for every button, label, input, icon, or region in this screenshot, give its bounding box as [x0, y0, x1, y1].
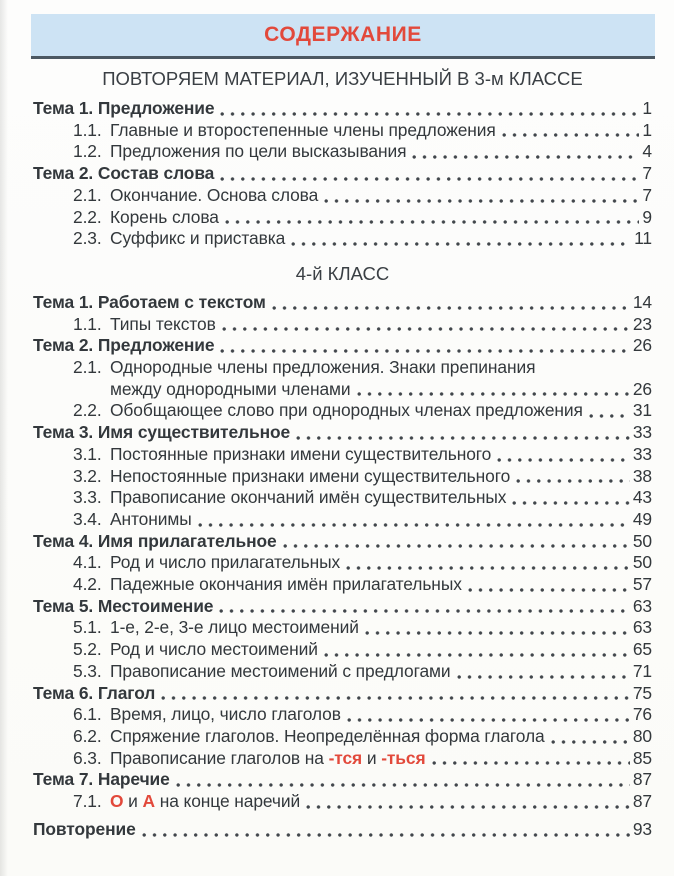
dot-leader	[497, 457, 630, 463]
toc-sub-entry	[33, 120, 652, 142]
dot-leader	[272, 305, 630, 311]
entry-page-number: 1	[642, 119, 652, 140]
toc-theme-entry	[33, 98, 652, 120]
toc-list	[33, 68, 652, 841]
entry-label: Падежные окончания имён прилагательных	[110, 574, 462, 595]
toc-theme-entry	[33, 163, 652, 185]
toc-sub-entry	[33, 509, 652, 531]
entry-number: 4.1.	[73, 552, 102, 573]
toc-sub-entry	[33, 228, 652, 250]
dot-leader	[347, 717, 630, 723]
entry-label: Правописание окончаний имён существительных	[110, 487, 507, 508]
entry-label: Тема 5. Местоимение	[33, 595, 214, 616]
entry-label: Суффикс и приставка	[110, 228, 286, 249]
dot-leader	[516, 478, 630, 484]
toc-sub-entry	[33, 487, 652, 509]
dot-leader	[220, 111, 639, 117]
toc-sub-entry	[33, 748, 652, 770]
entry-page-number: 49	[632, 508, 652, 529]
entry-label: 1-е, 2-е, 3-е лицо местоимений	[110, 617, 359, 638]
toc-sub-entry	[33, 185, 652, 207]
entry-label: Антонимы	[110, 508, 192, 529]
highlighted-text: А	[142, 791, 155, 812]
entry-number: 6.2.	[73, 725, 102, 746]
dot-leader	[296, 435, 630, 441]
dot-leader	[176, 782, 630, 788]
entry-number: 1.1.	[73, 119, 102, 140]
dot-leader	[512, 500, 629, 506]
entry-page-number: 85	[632, 747, 652, 768]
entry-label: Тема 7. Наречие	[33, 769, 170, 790]
dot-leader	[222, 326, 630, 332]
entry-label: Постоянные признаки имени существительного	[110, 443, 492, 464]
toc-section	[33, 68, 652, 250]
toc-sub-entry	[33, 574, 652, 596]
contents-header-band	[31, 14, 655, 59]
dot-leader	[198, 522, 630, 528]
entry-label: Тема 1. Работаем с текстом	[33, 291, 266, 312]
entry-number: 2.2.	[73, 206, 102, 227]
dot-leader	[432, 760, 630, 766]
page-title: СОДЕРЖАНИЕ	[264, 23, 422, 46]
entry-label: Непостоянные признаки имени существительного	[110, 465, 511, 486]
entry-page-number: 7	[642, 184, 652, 205]
entry-label: Окончание. Основа слова	[110, 184, 319, 205]
entry-number: 1.2.	[73, 141, 102, 162]
toc-sub-entry	[33, 400, 652, 422]
toc-theme-entry	[33, 422, 652, 444]
entry-page-number: 9	[642, 206, 652, 227]
entry-page-number: 80	[632, 725, 652, 746]
entry-page-number: 65	[632, 639, 652, 660]
entry-page-number: 38	[632, 465, 652, 486]
entry-page-number: 50	[632, 530, 652, 551]
dot-leader	[551, 739, 630, 745]
toc-sub-entry	[33, 357, 652, 379]
entry-label: Тема 1. Предложение	[33, 98, 215, 118]
toc-theme-entry	[33, 683, 652, 705]
dot-leader	[225, 219, 640, 225]
entry-page-number: 14	[632, 291, 652, 312]
entry-label: Тема 2. Состав слова	[33, 163, 215, 184]
dot-leader	[306, 804, 630, 810]
entry-number: 1.1.	[73, 313, 102, 334]
toc-theme-entry	[33, 531, 652, 553]
entry-label: Спряжение глаголов. Неопределённая форма глагола	[110, 725, 545, 746]
entry-label: Тема 6. Глагол	[33, 682, 156, 703]
toc-sub-entry	[33, 207, 652, 229]
entry-page-number: 50	[632, 552, 652, 573]
toc-sub-entry	[33, 639, 652, 661]
entry-label: Обобщающее слово при однородных членах предложения	[110, 400, 583, 421]
entry-page-number: 75	[632, 682, 652, 703]
entry-page-number: 7	[642, 163, 652, 184]
dot-leader	[357, 391, 630, 397]
toc-sub-entry	[33, 791, 652, 813]
entry-number: 2.2.	[73, 400, 102, 421]
entry-label: Тема 4. Имя прилагательное	[33, 530, 277, 551]
entry-page-number: 33	[632, 443, 652, 464]
dot-leader	[365, 630, 630, 636]
toc-theme-entry	[33, 292, 652, 314]
entry-label: Главные и второстепенные члены предложения	[110, 119, 496, 140]
entry-page-number: 71	[632, 660, 652, 681]
entry-number: 5.2.	[73, 639, 102, 660]
highlighted-text: О	[110, 791, 124, 812]
entry-number: 6.1.	[73, 704, 102, 725]
entry-page-number: 11	[634, 228, 652, 249]
entry-label: Время, лицо, число глаголов	[110, 704, 341, 725]
dot-leader	[468, 587, 630, 593]
entry-page-number: 43	[632, 487, 652, 508]
toc-sub-entry	[33, 141, 652, 163]
toc-sub-entry	[33, 661, 652, 683]
dot-leader	[324, 198, 639, 204]
toc-sub-entry	[33, 726, 652, 748]
entry-page-number: 87	[632, 769, 652, 790]
entry-label: Корень слова	[110, 206, 219, 227]
entry-label: Правописание глаголов на -тся и -ться	[110, 747, 426, 768]
dot-leader	[142, 832, 630, 838]
entry-label: О и А на конце наречий	[110, 791, 301, 812]
dot-leader	[457, 674, 630, 680]
entry-label: Правописание местоимений с предлогами	[110, 660, 451, 681]
toc-theme-entry	[33, 335, 652, 357]
entry-page-number: 26	[632, 378, 652, 399]
entry-label: Род и число местоимений	[110, 639, 318, 660]
toc-sub-entry	[33, 379, 652, 401]
entry-number: 3.4.	[73, 508, 102, 529]
dot-leader	[412, 154, 639, 160]
entry-number: 3.1.	[73, 443, 102, 464]
entry-label: Тема 2. Предложение	[33, 335, 215, 356]
entry-page-number: 87	[632, 791, 652, 812]
entry-page-number: 93	[632, 818, 652, 839]
entry-number: 3.2.	[73, 465, 102, 486]
toc-sub-entry	[33, 617, 652, 639]
toc-sub-entry	[33, 552, 652, 574]
entry-label: Однородные члены предложения. Знаки препинания	[110, 357, 536, 378]
dot-leader	[220, 176, 639, 182]
entry-label: Типы текстов	[110, 313, 216, 334]
toc-sub-entry	[33, 314, 652, 336]
dot-leader	[283, 543, 630, 549]
entry-page-number: 57	[632, 574, 652, 595]
entry-number: 4.2.	[73, 574, 102, 595]
entry-page-number: 1	[642, 98, 652, 118]
dot-leader	[589, 413, 630, 419]
entry-number: 6.3.	[73, 747, 102, 768]
section-heading: 4-й КЛАСС	[295, 262, 390, 284]
entry-label: между однородными членами	[110, 378, 351, 399]
highlighted-text: -ться	[381, 747, 426, 768]
toc-sub-entry	[33, 704, 652, 726]
entry-page-number: 26	[632, 335, 652, 356]
toc-theme-entry	[33, 819, 652, 841]
toc-theme-entry	[33, 769, 652, 791]
entry-page-number: 76	[632, 704, 652, 725]
entry-number: 5.1.	[73, 617, 102, 638]
entry-page-number: 63	[632, 595, 652, 616]
entry-number: 5.3.	[73, 660, 102, 681]
dot-leader	[220, 348, 629, 354]
highlighted-text: -тся	[328, 747, 363, 768]
dot-leader	[502, 132, 640, 138]
dot-leader	[346, 565, 630, 571]
dot-leader	[219, 608, 629, 614]
toc-section	[33, 263, 652, 841]
entry-number: 2.1.	[73, 184, 102, 205]
section-heading: ПОВТОРЯЕМ МАТЕРИАЛ, ИЗУЧЕННЫЙ В 3-м КЛАССЕ	[102, 68, 583, 89]
entry-number: 2.1.	[73, 357, 102, 378]
entry-label: Тема 3. Имя существительное	[33, 422, 291, 443]
entry-page-number: 31	[632, 400, 652, 421]
toc-sub-entry	[33, 444, 652, 466]
entry-number: 3.3.	[73, 487, 102, 508]
dot-leader	[161, 695, 630, 701]
entry-label: Предложения по цели высказывания	[110, 141, 407, 162]
entry-page-number: 4	[642, 141, 652, 162]
entry-page-number: 23	[632, 313, 652, 334]
entry-page-number: 33	[632, 422, 652, 443]
dot-leader	[324, 652, 630, 658]
entry-number: 7.1.	[73, 791, 102, 812]
toc-theme-entry	[33, 596, 652, 618]
entry-label: Повторение	[33, 818, 136, 839]
dot-leader	[291, 241, 631, 247]
entry-number: 2.3.	[73, 228, 102, 249]
entry-page-number: 63	[632, 617, 652, 638]
toc-sub-entry	[33, 466, 652, 488]
entry-label: Род и число прилагательных	[110, 552, 341, 573]
